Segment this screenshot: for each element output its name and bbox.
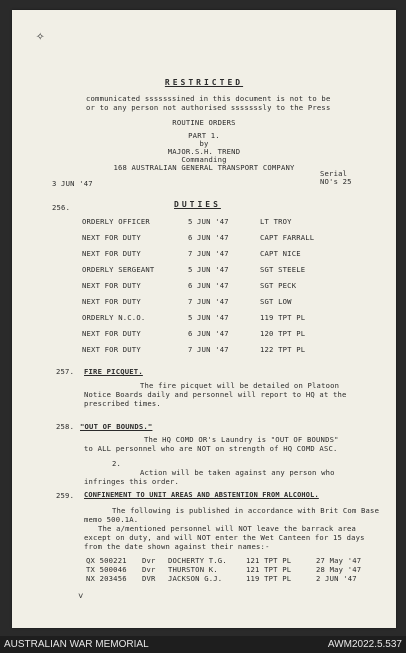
duty-row: [12, 249, 396, 259]
duty-row: [12, 329, 396, 339]
part-label: PART 1.: [188, 131, 220, 140]
duty-name: SGT STEELE: [260, 265, 306, 274]
serial-numbers: NO's 25: [320, 177, 352, 186]
confinement-date: 27 May '47: [316, 556, 362, 565]
page-mark: ˅: [78, 592, 84, 602]
classification-heading: RESTRICTED: [164, 78, 244, 87]
officer-name: MAJOR.S.H. TREND: [167, 147, 241, 156]
document-title: ROUTINE ORDERS: [172, 118, 236, 127]
duty-role: NEXT FOR DUTY: [82, 249, 141, 258]
duty-name: 122 TPT PL: [260, 345, 306, 354]
duty-date: 6 JUN '47: [188, 281, 229, 290]
person-name: THURSTON K.: [168, 565, 218, 574]
duty-date: 6 JUN '47: [188, 233, 229, 242]
duty-date: 5 JUN '47: [188, 313, 229, 322]
duty-date: 6 JUN '47: [188, 329, 229, 338]
commanding-label: Commanding: [181, 155, 227, 164]
out-of-bounds-heading: "OUT OF BOUNDS.": [80, 422, 153, 431]
duty-date: 5 JUN '47: [188, 217, 229, 226]
duty-role: ORDERLY N.C.O.: [82, 313, 146, 322]
notice-line-1: communicated sssssssined in this document is not to be: [86, 94, 331, 103]
rank: Dvr: [142, 565, 156, 574]
duty-date: 7 JUN '47: [188, 249, 229, 258]
s258-line-3: Action will be taken against any person who: [140, 468, 335, 477]
duty-name: SGT LOW: [260, 297, 292, 306]
serial-label: Serial: [320, 169, 348, 178]
duty-date: 5 JUN '47: [188, 265, 229, 274]
service-number: TX 500046: [86, 565, 127, 574]
duty-date: 7 JUN '47: [188, 297, 229, 306]
notice-line-2: or to any person not authorised sssssssly to the Press: [86, 103, 331, 112]
duty-date: 7 JUN '47: [188, 345, 229, 354]
duty-name: CAPT FARRALL: [260, 233, 315, 242]
section-number-259: 259.: [56, 491, 75, 500]
duty-role: NEXT FOR DUTY: [82, 345, 141, 354]
duty-row: [12, 345, 396, 355]
section-number-257: 257.: [56, 367, 75, 376]
s258-para-2-number: 2.: [112, 459, 122, 468]
footer-credit: AUSTRALIAN WAR MEMORIAL: [4, 639, 149, 650]
person-unit: 121 TPT PL: [246, 565, 292, 574]
duty-role: NEXT FOR DUTY: [82, 329, 141, 338]
s259-line-3: The a/mentioned personnel will NOT leave the barrack area: [98, 524, 357, 533]
duty-role: ORDERLY OFFICER: [82, 217, 150, 226]
s258-line-4: infringes this order.: [84, 477, 180, 486]
fire-picquet-heading: FIRE PICQUET.: [84, 367, 143, 376]
duty-row: [12, 217, 396, 227]
by-label: by: [199, 139, 209, 148]
duty-row: [12, 297, 396, 307]
rank: DVR: [142, 574, 156, 583]
duty-row: [12, 281, 396, 291]
duty-role: NEXT FOR DUTY: [82, 233, 141, 242]
service-number: NX 203456: [86, 574, 127, 583]
s259-line-4: except on duty, and will NOT enter the Wet Canteen for 15 days: [84, 533, 365, 542]
duty-role: NEXT FOR DUTY: [82, 281, 141, 290]
punch-mark: ✧: [36, 28, 45, 44]
footer-bar: [0, 636, 406, 653]
document-date: 3 JUN '47: [52, 179, 93, 188]
confinement-date: 28 May '47: [316, 565, 362, 574]
duty-name: SGT PECK: [260, 281, 297, 290]
duty-role: ORDERLY SERGEANT: [82, 265, 155, 274]
s257-line-3: prescribed times.: [84, 399, 161, 408]
duty-name: LT TROY: [260, 217, 292, 226]
s257-line-1: The fire picquet will be detailed on Platoon: [140, 381, 340, 390]
s259-line-2: memo 500.1A.: [84, 515, 139, 524]
duties-heading: DUTIES: [174, 200, 221, 209]
s258-line-1: The HQ COMD OR's Laundry is "OUT OF BOUNDS": [144, 435, 339, 444]
duty-name: 120 TPT PL: [260, 329, 306, 338]
duty-name: CAPT NICE: [260, 249, 301, 258]
s259-line-1: The following is published in accordance with Brit Com Base: [112, 506, 380, 515]
person-unit: 119 TPT PL: [246, 574, 292, 583]
s259-line-5: from the date shown against their names:-: [84, 542, 270, 551]
duty-row: [12, 313, 396, 323]
person-name: DOCHERTY T.G.: [168, 556, 227, 565]
confinement-date: 2 JUN '47: [316, 574, 357, 583]
rank: Dvr: [142, 556, 156, 565]
person-unit: 121 TPT PL: [246, 556, 292, 565]
person-name: JACKSON G.J.: [168, 574, 223, 583]
unit-name: 168 AUSTRALIAN GENERAL TRANSPORT COMPANY: [113, 163, 295, 172]
s257-line-2: Notice Boards daily and personnel will report to HQ at the: [84, 390, 347, 399]
service-number: QX 500221: [86, 556, 127, 565]
duty-row: [12, 265, 396, 275]
s258-line-2: to ALL personnel who are NOT on strength of HQ COMD ASC.: [84, 444, 338, 453]
duty-role: NEXT FOR DUTY: [82, 297, 141, 306]
footer-accession-number: AWM2022.5.537: [327, 639, 402, 650]
duty-name: 119 TPT PL: [260, 313, 306, 322]
section-number-256: 256.: [52, 203, 71, 212]
confinement-heading: CONFINEMENT TO UNIT AREAS AND ABSTENTION FROM ALCOHOL.: [84, 491, 319, 499]
document-page: [12, 10, 396, 628]
section-number-258: 258.: [56, 422, 75, 431]
personnel-row: [12, 574, 396, 584]
duty-row: [12, 233, 396, 243]
